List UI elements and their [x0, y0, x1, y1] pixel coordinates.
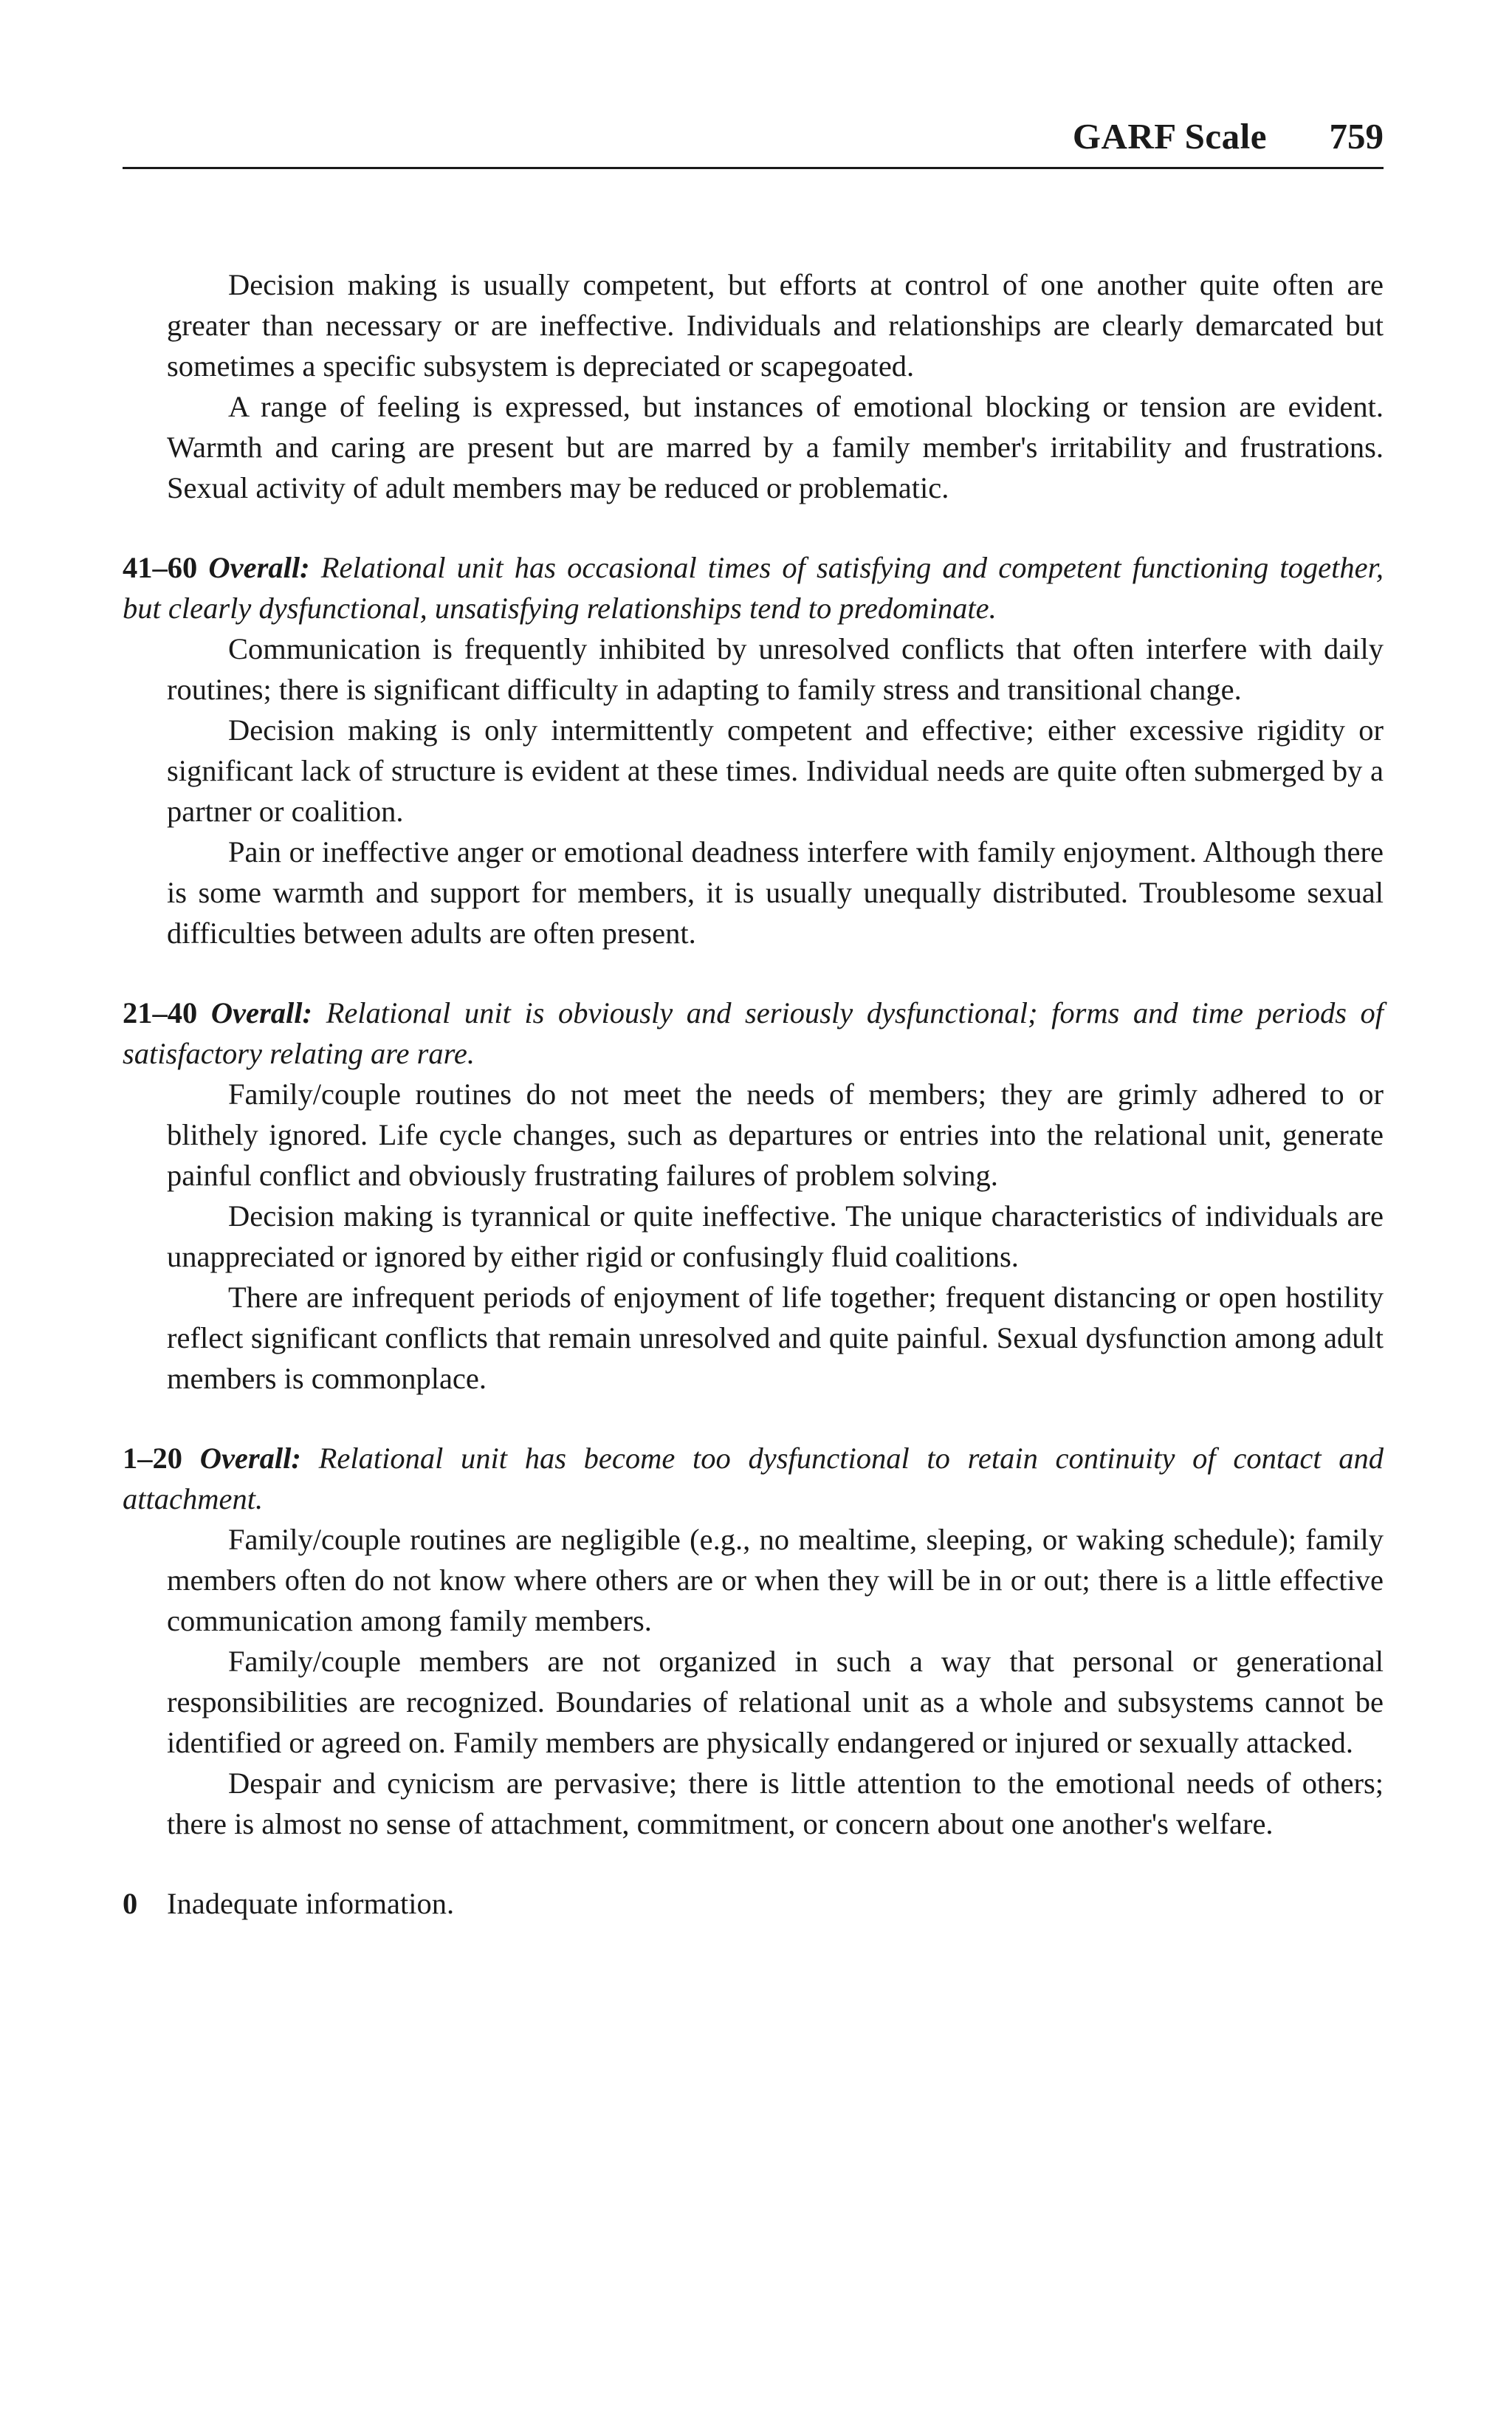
page-number: 759 — [1329, 116, 1384, 157]
section-1-20 — [123, 1438, 1384, 1844]
body-paragraph: Communication is frequently inhibited by unresolved conflicts that often interfere with daily routines; there is significant difficulty in adapting to family stress and transitional change. — [167, 632, 1384, 706]
section-summary: Relational unit has occasional times of satisfying and competent functioning together, but clearly dysfunctional, unsatisfying relationships tend to predominate. — [123, 551, 1384, 625]
body-paragraph: Decision making is only intermittently competent and effective; either excessive rigidity or significant lack of structure is evident at these times. Individual needs are quite often submerged by a partner or coalition. — [167, 713, 1384, 828]
score-range: 41–60 — [123, 551, 198, 584]
body-paragraph: Decision making is usually competent, but efforts at control of one another quite often are greater than necessary or are ineffective. Individuals and relationships are clearly demarcated but sometimes a specific subsystem is depreciated or scapegoated. — [167, 268, 1384, 383]
section-heading — [123, 993, 1384, 1074]
body-paragraph: There are infrequent periods of enjoyment of life together; frequent distancing or open hostility reflect significant conflicts that remain unresolved and quite painful. Sexual dysfunction among adult members is commonplace. — [167, 1281, 1384, 1395]
body-paragraph: Family/couple routines do not meet the needs of members; they are grimly adhered to or blithely ignored. Life cycle changes, such as departures or entries into the relational unit, generate painful conflict and obviously frustrating failures of problem solving. — [167, 1077, 1384, 1192]
running-head — [123, 112, 1384, 169]
score-range: 21–40 — [123, 996, 198, 1029]
overall-label: Overall: — [210, 996, 313, 1029]
section-21-40 — [123, 993, 1384, 1399]
section-41-60 — [123, 547, 1384, 953]
section-summary: Relational unit has become too dysfunctional to retain continuity of contact and attachment. — [123, 1442, 1384, 1515]
page-body — [123, 264, 1384, 1924]
body-paragraph: Decision making is tyrannical or quite ineffective. The unique characteristics of individuals are unappreciated or ignored by either rigid or confusingly fluid coalitions. — [167, 1199, 1384, 1273]
running-head-title: GARF Scale — [1072, 116, 1267, 157]
section-summary: Relational unit is obviously and seriously dysfunctional; forms and time periods of satisfactory relating are rare. — [123, 996, 1384, 1070]
intro-block — [123, 264, 1384, 508]
section-heading — [123, 1438, 1384, 1519]
body-paragraph: A range of feeling is expressed, but instances of emotional blocking or tension are evident. Warmth and caring are present but are marred by a family member's irritability and frustrations. Sexual activity of adult members may be reduced or problematic. — [167, 390, 1384, 504]
body-paragraph: Family/couple routines are negligible (e.g., no mealtime, sleeping, or waking schedule); family members often do not know where others are or when they will be in or out; there is a little effective communication among family members. — [167, 1523, 1384, 1637]
overall-label: Overall: — [208, 551, 310, 584]
body-paragraph: Despair and cynicism are pervasive; there is little attention to the emotional needs of others; there is almost no sense of attachment, commitment, or concern about one another's welfare. — [167, 1767, 1384, 1840]
body-paragraph: Family/couple members are not organized in such a way that personal or generational responsibilities are recognized. Boundaries of relational unit as a whole and subsystems cannot be identified or agreed on. Family members are physically endangered or injured or sexually attacked. — [167, 1645, 1384, 1759]
body-paragraph: Pain or ineffective anger or emotional deadness interfere with family enjoyment. Although there is some warmth and support for members, it is usually unequally distributed. Troublesome sexual difficulties between adults are often present. — [167, 835, 1384, 950]
section-heading — [123, 547, 1384, 628]
zero-entry-text: Inadequate information. — [167, 1887, 455, 1920]
overall-label: Overall: — [199, 1442, 301, 1475]
section-0 — [123, 1883, 1384, 1924]
score-range: 0 — [123, 1887, 138, 1920]
score-range: 1–20 — [123, 1442, 182, 1475]
